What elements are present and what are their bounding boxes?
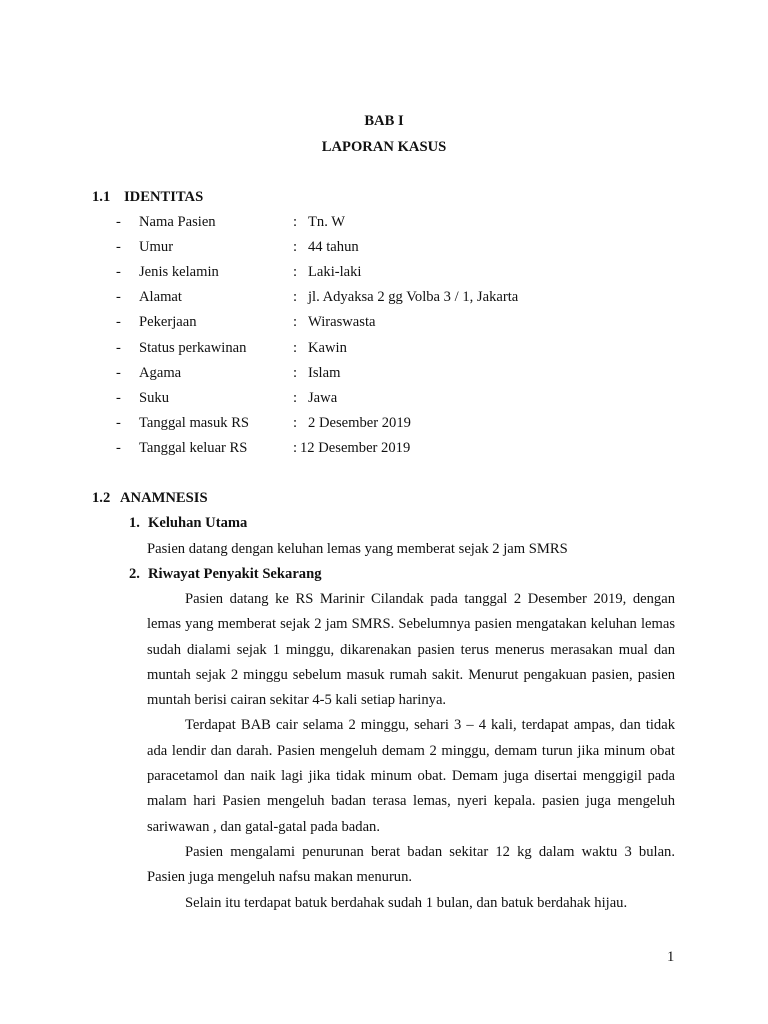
chapter-label: BAB I — [364, 113, 404, 129]
field-label: Alamat — [139, 289, 182, 306]
bullet-dash: - — [116, 239, 121, 256]
field-separator: : — [293, 239, 305, 256]
field-separator: : — [293, 364, 305, 381]
field-separator: : — [293, 439, 298, 456]
field-label: Tanggal masuk RS — [139, 414, 250, 431]
bullet-dash: - — [116, 214, 121, 230]
page-number: 1 — [667, 949, 675, 965]
field-value: 44 tahun — [308, 239, 359, 256]
riwayat-body — [147, 587, 675, 916]
field-value: Islam — [308, 364, 341, 381]
field-value: 12 Desember 2019 — [300, 439, 411, 456]
field-value: Jawa — [308, 389, 338, 406]
field-value: Kawin — [308, 339, 347, 356]
subsection-heading-riwayat: Riwayat Penyakit Sekarang — [148, 566, 322, 582]
field-value: Laki-laki — [308, 264, 362, 281]
riwayat-paragraph-3: Pasien mengalami penurunan berat badan sekitar 12 kg dalam waktu 3 bulan. Pasien juga mengeluh nafsu makan menurun. — [147, 843, 675, 886]
chapter-title: LAPORAN KASUS — [321, 139, 447, 155]
field-separator: : — [293, 289, 305, 306]
subsection-number-keluhan: 1. — [129, 515, 140, 531]
bullet-dash: - — [116, 289, 121, 306]
field-label: Tanggal keluar RS — [139, 439, 248, 456]
field-value: jl. Adyaksa 2 gg Volba 3 / 1, Jakarta — [308, 289, 519, 306]
bullet-dash: - — [116, 439, 121, 456]
riwayat-paragraph-2: Terdapat BAB cair selama 2 minggu, sehari 3 – 4 kali, terdapat ampas, dan tidak ada lendir dan darah. Pasien mengeluh demam 2 minggu, demam turun jika minum obat paracetamol dan naik lagi jika tidak minum obat. Demam juga disertai menggigil pada malam hari Pasien mengeluh badan terasa lemas, nyeri kepala. pasien juga mengeluh sariwawan , dan gatal-gatal pada badan. — [147, 717, 675, 835]
field-label: Suku — [139, 389, 170, 406]
field-label: Jenis kelamin — [139, 264, 219, 281]
field-label: Pekerjaan — [139, 314, 197, 331]
section-heading-identitas: IDENTITAS — [124, 189, 204, 205]
field-value: Wiraswasta — [308, 314, 376, 331]
field-label: Agama — [139, 364, 182, 381]
section-number-identitas: 1.1 — [92, 189, 111, 205]
subsection-number-riwayat: 2. — [129, 566, 140, 582]
keluhan-text: Pasien datang dengan keluhan lemas yang memberat sejak 2 jam SMRS — [147, 541, 568, 557]
field-value: Tn. W — [308, 214, 346, 230]
field-label: Umur — [139, 239, 174, 256]
field-label: Nama Pasien — [139, 214, 216, 230]
field-separator: : — [293, 389, 305, 406]
field-label: Status perkawinan — [139, 339, 247, 356]
field-separator: : — [293, 264, 305, 281]
field-separator: : — [293, 414, 305, 431]
riwayat-paragraph-1: Pasien datang ke RS Marinir Cilandak pada tanggal 2 Desember 2019, dengan lemas yang memberat sejak 2 jam SMRS. Sebelumnya pasien mengatakan keluhan lemas sudah dialami sejak 1 minggu, dikarenakan pasien terus menerus merasakan mual dan muntah sejak 2 minggu sebelum masuk rumah sakit. Menurut pengakuan pasien, pasien muntah berisi cairan sekitar 4-5 kali setiap harinya. — [147, 591, 675, 709]
bullet-dash: - — [116, 389, 121, 406]
bullet-dash: - — [116, 364, 121, 381]
field-separator: : — [293, 214, 305, 230]
field-separator: : — [293, 339, 305, 356]
riwayat-paragraph-4: Selain itu terdapat batuk berdahak sudah 1 bulan, dan batuk berdahak hijau. — [185, 894, 628, 911]
section-number-anamnesis: 1.2 — [92, 490, 111, 506]
field-value: 2 Desember 2019 — [308, 414, 411, 431]
bullet-dash: - — [116, 414, 121, 431]
bullet-dash: - — [116, 264, 121, 281]
bullet-dash: - — [116, 339, 121, 356]
bullet-dash: - — [116, 314, 121, 331]
section-heading-anamnesis: ANAMNESIS — [120, 490, 208, 506]
field-separator: : — [293, 314, 305, 331]
subsection-heading-keluhan: Keluhan Utama — [148, 515, 248, 531]
